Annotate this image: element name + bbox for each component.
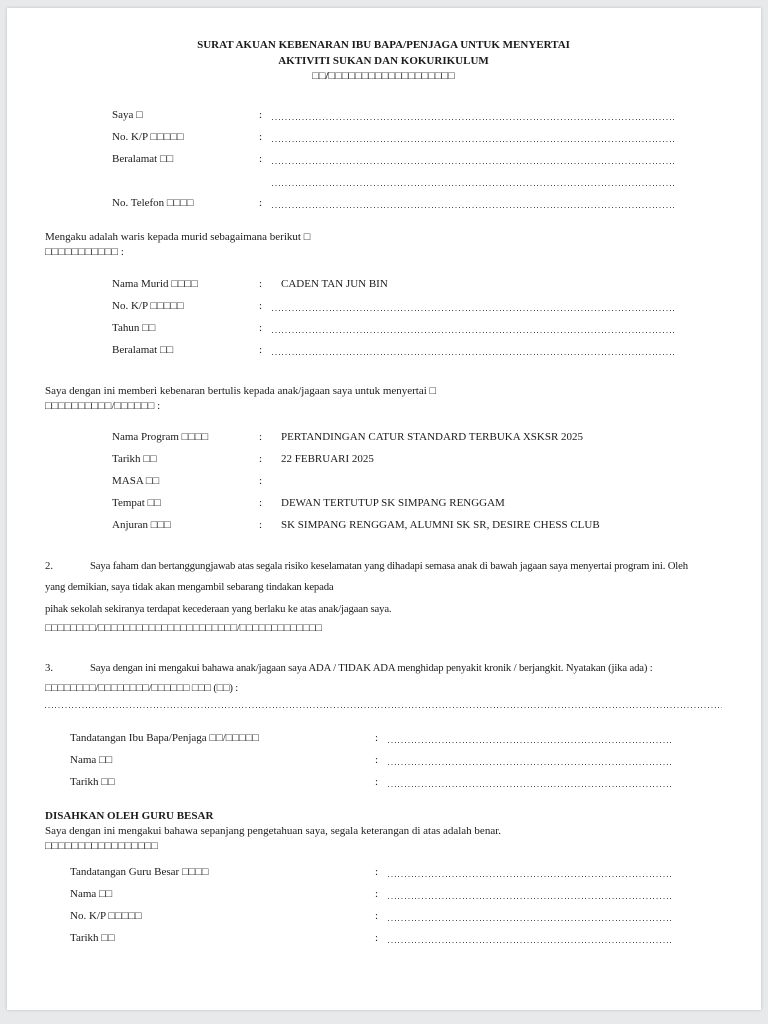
dotted-fill-line: [388, 742, 673, 746]
form-title: [45, 38, 722, 85]
clause-3-number: 3.: [45, 662, 54, 674]
colon: :: [259, 474, 263, 487]
field-label: No. Telefon □□□□: [112, 196, 194, 209]
field-row-kp: [112, 123, 722, 145]
clause-2-line1: [45, 556, 722, 578]
field-label: MASA □□: [112, 474, 160, 487]
dotted-fill-line: [272, 185, 674, 189]
dotted-fill-line: [272, 332, 674, 336]
colon: :: [259, 108, 263, 121]
colon: :: [375, 775, 379, 788]
dotted-separator-line: [45, 707, 722, 709]
field-row-tarikh-program: [112, 445, 722, 467]
field-row-kp-murid: [112, 292, 722, 314]
declaration-1: [45, 230, 722, 260]
clause-3: [45, 658, 722, 696]
field-label: Nama □□: [70, 887, 113, 900]
clause-3-text: Saya dengan ini mengakui bahawa anak/jagaan saya ADA / TIDAK ADA menghidap penyakit kronik / berjangkit. Nyatakan (jika ada) :: [90, 662, 653, 674]
clause-2-line4-cjk: □□□□□□□□/□□□□□□□□□□□□□□□□□□□□□□/□□□□□□□□□□□□□: [45, 622, 322, 634]
field-label: No. K/P □□□□□: [112, 299, 184, 312]
dotted-fill-line: [272, 141, 674, 145]
field-label: Nama Program □□□□: [112, 430, 209, 443]
field-label: Tandatangan Ibu Bapa/Penjaga □□/□□□□□: [70, 731, 259, 744]
form-title-line3-cjk: □□/□□□□□□□□□□□□□□□□□□□: [312, 70, 455, 82]
field-row-nama-guru-besar: [70, 880, 722, 902]
clause-2-text: Saya faham dan bertanggungjawab atas segala risiko keselamatan yang dihadapi semasa anak di bawah jagaan saya menyertai program ini. Oleh: [90, 559, 688, 572]
field-row-kp-guru-besar: [70, 902, 722, 924]
declaration-1-line1: Mengaku adalah waris kepada murid sebagaimana berikut □: [45, 230, 311, 243]
program-fields: [112, 423, 722, 533]
field-label: No. K/P □□□□□: [70, 909, 142, 922]
colon: :: [259, 277, 263, 290]
declaration-2: [45, 384, 722, 414]
dotted-fill-line: [272, 119, 674, 123]
parent-signature-fields: [70, 724, 722, 790]
field-label: Nama □□: [70, 753, 113, 766]
guardian-fields: [112, 101, 722, 211]
field-label: No. K/P □□□□□: [112, 130, 184, 143]
headmaster-section: [45, 809, 722, 854]
colon: :: [375, 887, 379, 900]
field-label: Tarikh □□: [70, 931, 115, 944]
field-value: SK SIMPANG RENGGAM, ALUMNI SK SR, DESIRE CHESS CLUB: [281, 518, 600, 531]
colon: :: [259, 196, 263, 209]
field-label: Tahun □□: [112, 321, 156, 334]
colon: :: [375, 753, 379, 766]
field-label: Tempat □□: [112, 496, 161, 509]
declaration-2-line1: Saya dengan ini memberi kebenaran bertulis kepada anak/jagaan saya untuk menyertai □: [45, 384, 437, 397]
colon: :: [375, 909, 379, 922]
field-row-tahun: [112, 314, 722, 336]
clause-2-line3: pihak sekolah sekiranya terdapat kecederaan yang berlaku ke atas anak/jagaan saya.: [45, 602, 392, 615]
form-title-line1: SURAT AKUAN KEBENARAN IBU BAPA/PENJAGA UNTUK MENYERTAI: [197, 39, 570, 51]
field-row-saya: [112, 101, 722, 123]
dotted-fill-line: [388, 764, 673, 768]
headmaster-section-heading: DISAHKAN OLEH GURU BESAR: [45, 809, 214, 822]
field-value: CADEN TAN JUN BIN: [281, 277, 388, 290]
field-row-tandatangan-penjaga: [70, 724, 722, 746]
colon: :: [259, 430, 263, 443]
student-fields: [112, 270, 722, 358]
headmaster-signature-fields: [70, 858, 722, 946]
colon: :: [259, 452, 263, 465]
field-row-tempat: [112, 489, 722, 511]
field-row-telefon: [112, 189, 722, 211]
clause-3-line1: [45, 658, 722, 680]
colon: :: [259, 130, 263, 143]
field-row-tarikh-penjaga: [70, 768, 722, 790]
declaration-2-line2-cjk: □□□□□□□□□□/□□□□□□ :: [45, 399, 161, 412]
headmaster-statement: Saya dengan ini mengakui bahawa sepanjang pengetahuan saya, segala keterangan di atas adalah benar.: [45, 824, 502, 837]
clause-2-line2: yang demikian, saya tidak akan mengambil sebarang tindakan kepada: [45, 581, 334, 593]
field-row-nama-murid: [112, 270, 722, 292]
field-label: Tarikh □□: [112, 452, 157, 465]
dotted-fill-line: [272, 354, 674, 358]
field-label: Anjuran □□□: [112, 518, 171, 531]
clause-2: [45, 556, 722, 637]
declaration-1-line2-cjk: □□□□□□□□□□□ :: [45, 245, 124, 258]
field-row-tandatangan-guru-besar: [70, 858, 722, 880]
field-value: DEWAN TERTUTUP SK SIMPANG RENGGAM: [281, 496, 505, 509]
form-title-line2: AKTIVITI SUKAN DAN KOKURIKULUM: [278, 54, 489, 67]
field-row-tarikh-guru-besar: [70, 924, 722, 946]
headmaster-statement-cjk: □□□□□□□□□□□□□□□□□: [45, 839, 158, 852]
dotted-fill-line: [388, 898, 673, 902]
field-row-beralamat: [112, 145, 722, 167]
clause-2-number: 2.: [45, 559, 54, 572]
field-label: Beralamat □□: [112, 152, 174, 165]
dotted-fill-line: [388, 920, 673, 924]
dotted-fill-line: [272, 163, 674, 167]
dotted-fill-line: [388, 942, 673, 946]
field-row-nama-penjaga: [70, 746, 722, 768]
field-value: PERTANDINGAN CATUR STANDARD TERBUKA XSKSR 2025: [281, 430, 584, 443]
colon: :: [375, 731, 379, 744]
dotted-fill-line: [388, 786, 673, 790]
field-label: Beralamat □□: [112, 343, 174, 356]
colon: :: [259, 518, 263, 531]
dotted-fill-line: [272, 310, 674, 314]
field-row-beralamat-murid: [112, 336, 722, 358]
field-label: Saya □: [112, 108, 143, 121]
field-label: Tarikh □□: [70, 775, 115, 788]
field-label: Tandatangan Guru Besar □□□□: [70, 865, 209, 878]
dotted-fill-line: [272, 207, 674, 211]
field-row-anjuran: [112, 511, 722, 533]
field-row-masa: [112, 467, 722, 489]
colon: :: [259, 152, 263, 165]
colon: :: [375, 931, 379, 944]
colon: :: [259, 299, 263, 312]
dotted-fill-line: [388, 876, 673, 880]
field-row-beralamat-cont: [112, 167, 722, 189]
colon: :: [259, 343, 263, 356]
field-row-nama-program: [112, 423, 722, 445]
colon: :: [375, 865, 379, 878]
clause-3-line2-cjk: □□□□□□□□/□□□□□□□□/□□□□□□ □□□ (□□) :: [45, 681, 239, 694]
colon: :: [259, 496, 263, 509]
document-page: [7, 8, 761, 1010]
field-value: 22 FEBRUARI 2025: [281, 452, 374, 465]
field-label: Nama Murid □□□□: [112, 277, 198, 290]
colon: :: [259, 321, 263, 334]
